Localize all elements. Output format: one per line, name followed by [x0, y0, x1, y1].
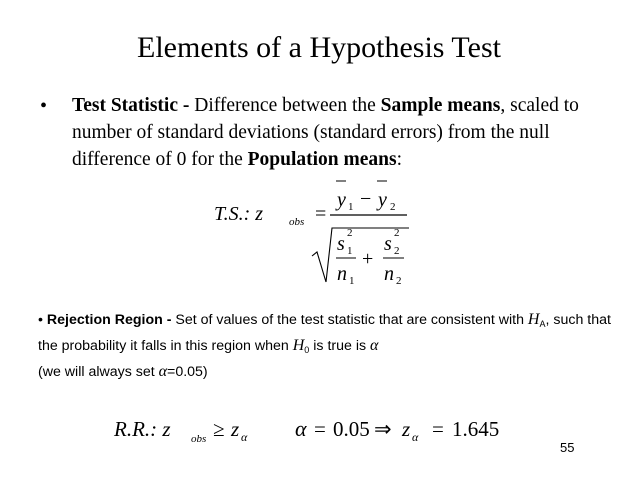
population-means-term: Population means — [247, 149, 397, 170]
critical-equals: = — [432, 417, 444, 441]
numerator-y1: y — [337, 189, 346, 211]
numerator-y2: y — [378, 189, 387, 211]
text-segment: (we will always set — [38, 364, 159, 380]
text-segment: =0.05) — [167, 364, 208, 380]
h-symbol: H — [292, 337, 305, 354]
implies-arrow: ⇒ — [374, 417, 392, 441]
plus-sign: + — [362, 248, 374, 270]
rr-z-alpha-subscript: α — [241, 430, 248, 444]
alpha-equals: = — [314, 417, 326, 441]
text-segment: : — [396, 149, 403, 170]
bullet-marker: • — [38, 312, 43, 328]
text-segment: Difference between the — [189, 95, 381, 116]
test-statistic-paragraph — [72, 92, 624, 173]
rejection-region-paragraph — [38, 309, 618, 383]
ts-lhs: T.S.: z — [214, 203, 264, 225]
numerator-y2-subscript: 2 — [390, 201, 396, 213]
s1-squared: 2 — [347, 227, 353, 239]
n1: n — [337, 263, 347, 285]
s2-subscript: 2 — [394, 245, 400, 257]
text-segment: is true is — [309, 338, 371, 354]
critical-z-alpha-subscript: α — [412, 430, 419, 444]
s2: s — [384, 233, 392, 255]
text-segment: , such that the probability it falls in this region when — [38, 312, 611, 354]
ts-equals: = — [315, 203, 327, 225]
numerator-minus: − — [360, 188, 372, 210]
test-statistic-formula — [200, 172, 420, 292]
h-symbol: H — [527, 311, 540, 328]
alpha-symbol: α — [370, 337, 379, 354]
n2-subscript: 2 — [396, 275, 402, 287]
slide-number: 55 — [560, 440, 575, 455]
n1-subscript: 1 — [349, 275, 355, 287]
s1: s — [337, 233, 345, 255]
h-subscript-a: A — [539, 319, 546, 329]
rejection-region-label: Rejection Region - — [46, 312, 172, 328]
alpha-symbol: α — [158, 363, 168, 380]
alpha-value: 0.05 — [333, 417, 370, 441]
test-statistic-label: Test Statistic - — [72, 95, 190, 116]
rr-ge: ≥ — [213, 417, 225, 441]
sample-means-term: Sample means — [380, 95, 501, 116]
n2: n — [384, 263, 394, 285]
critical-z: z — [402, 417, 411, 441]
text-segment: , scaled to number of standard deviations (standard errors) from the null difference of 0 for the — [72, 95, 579, 170]
alpha-value-symbol: α — [295, 416, 307, 441]
numerator-y1-subscript: 1 — [348, 201, 354, 213]
s2-squared: 2 — [394, 227, 400, 239]
rr-lhs: R.R.: z — [114, 417, 171, 441]
h-subscript-0: 0 — [304, 345, 310, 355]
text-segment: Set of values of the test statistic that are consistent with — [171, 312, 528, 328]
ts-obs-subscript: obs — [289, 216, 305, 228]
rejection-region-formula — [112, 412, 552, 448]
rr-z: z — [231, 417, 240, 441]
s1-subscript: 1 — [347, 245, 353, 257]
rr-obs-subscript: obs — [191, 433, 207, 445]
slide-title: Elements of a Hypothesis Test — [137, 31, 501, 64]
bullet-marker: • — [40, 95, 48, 117]
critical-value: 1.645 — [452, 417, 500, 441]
